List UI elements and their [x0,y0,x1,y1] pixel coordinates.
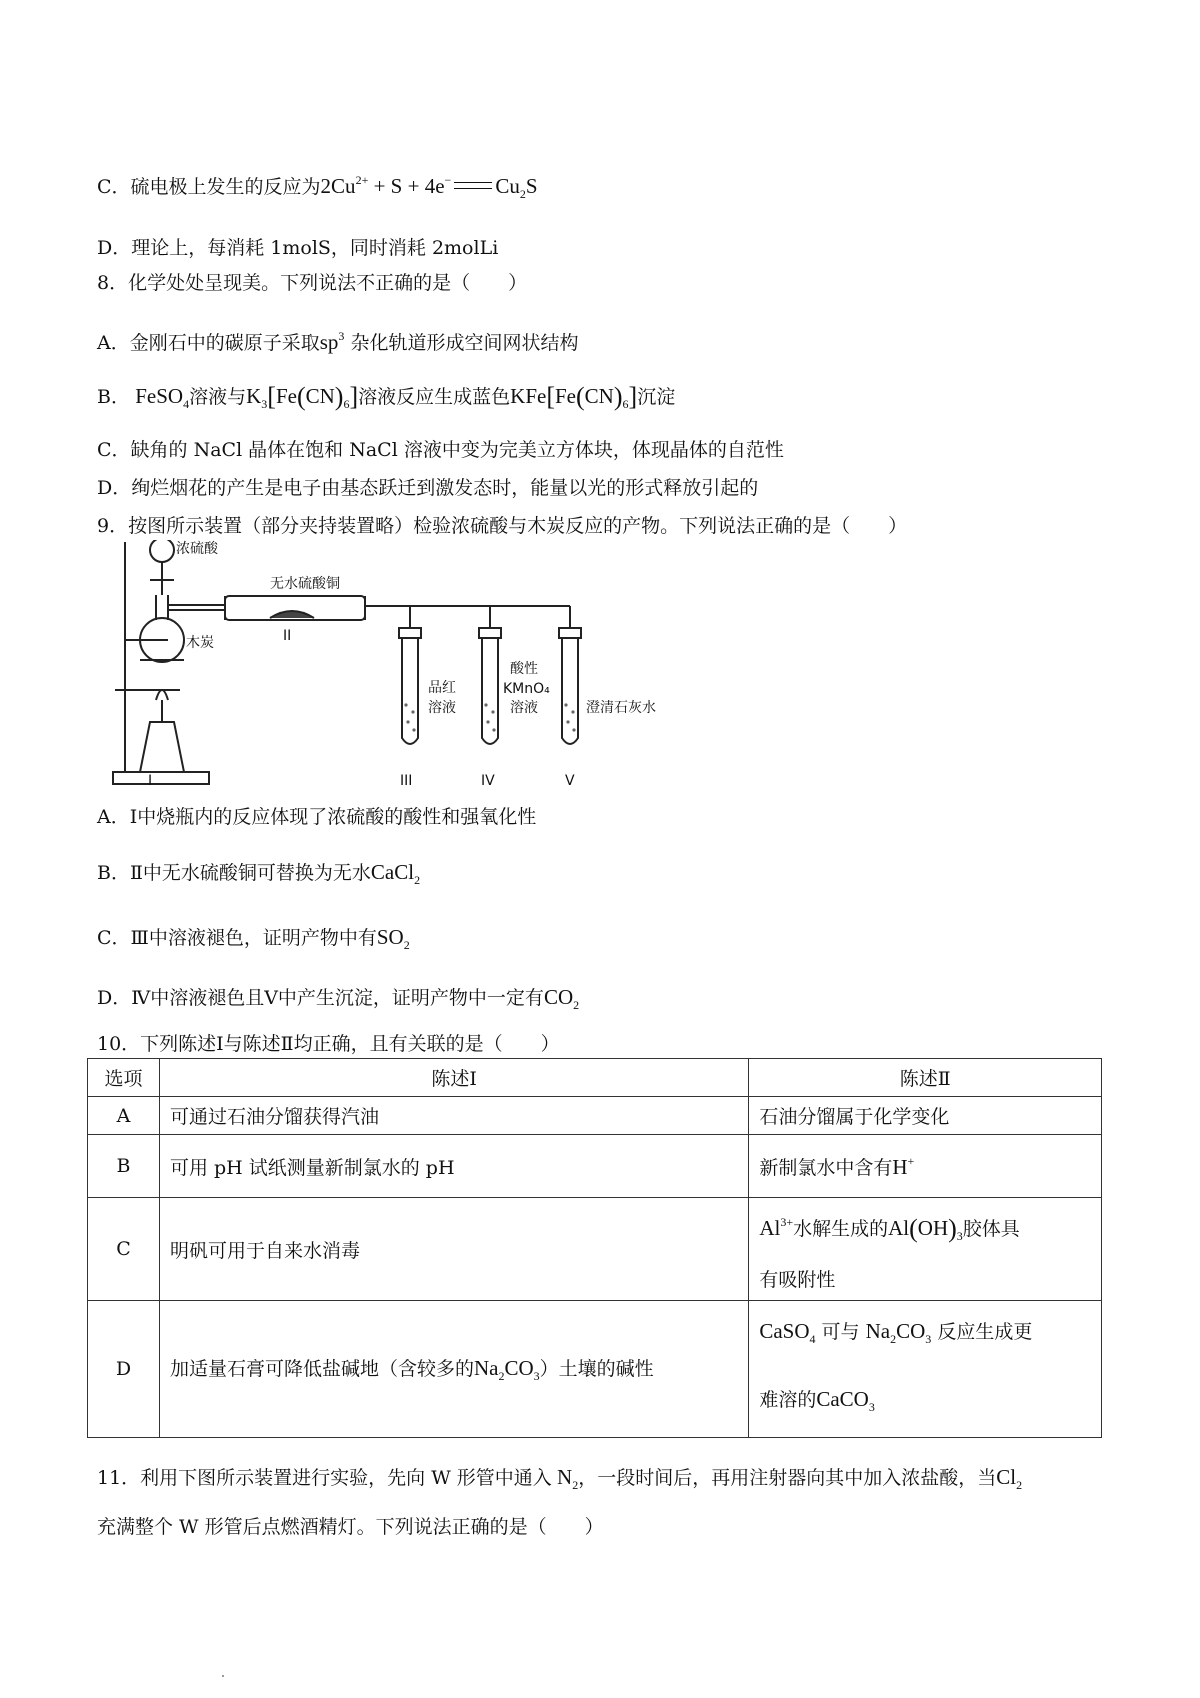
label-cuso4: 无水硫酸铜 [270,576,340,592]
q9-option-a: A．Ⅰ中烧瓶内的反应体现了浓硫酸的酸性和强氧化性 [97,806,537,828]
q9-stem: 9．按图所示装置（部分夹持装置略）检验浓硫酸与木炭反应的产物。下列说法正确的是（ ） [97,515,908,537]
q7-option-c-text: C．硫电极上发生的反应为 [97,176,321,198]
q7-option-c-equation: $2Cu^{2+} + S + 4e^-$ $Cu_2S$ [320,173,538,201]
label-acid: 浓硫酸 [176,541,218,557]
q8-option-d: D．绚烂烟花的产生是电子由基态跃迁到激发态时，能量以光的形式释放引起的 [97,477,759,499]
q9-option-b: B．Ⅱ中无水硫酸铜可替换为无水CaCl$_2$ [97,860,421,887]
q8-option-c: C．缺角的 NaCl 晶体在饱和 NaCl 溶液中变为完美立方体块，体现晶体的自范性 [97,439,784,461]
q10-stem: 10．下列陈述Ⅰ与陈述Ⅱ均正确，且有关联的是（ ） [97,1033,560,1055]
page-speck [222,1675,224,1677]
label-II: II [283,628,292,644]
label-I: I [148,773,153,789]
q8-option-a: A．金刚石中的碳原子采取$sp^3$ 杂化轨道形成空间网状结构 [97,329,579,354]
q11-line-1: 11．利用下图所示装置进行实验，先向 W 形管中通入 $N_2$，一段时间后，再用注射器向其中加入浓盐酸，当$Cl_2$ [97,1465,1023,1492]
q9-option-d: D．Ⅳ中溶液褪色且Ⅴ中产生沉淀，证明产物中一定有$CO_2$ [97,985,580,1012]
label-kmno4-2: KMnO₄ [503,681,550,697]
table-row: D 加适量石膏可降低盐碱地（含较多的$Na_2CO_3$）土壤的碱性 CaSO$_4$ 可与 $Na_2CO_3$ 反应生成更 难溶的CaCO$_3$ [88,1301,1102,1438]
label-limewater: 澄清石灰水 [586,700,656,716]
q10-table [87,1058,1102,1438]
table-row: B 可用 pH 试纸测量新制氯水的 pH 新制氯水中含有H+ [88,1135,1102,1198]
label-pinhong-2: 溶液 [428,700,456,716]
label-pinhong-1: 品红 [428,680,456,696]
label-kmno4-1: 酸性 [510,661,538,677]
label-III: III [400,773,413,789]
table-row: A 可通过石油分馏获得汽油 石油分馏属于化学变化 [88,1097,1102,1135]
table-row: C 明矾可用于自来水消毒 $Al^{3+}$水解生成的$Al(OH)_3$胶体具 有吸附性 [88,1198,1102,1301]
q9-option-c: C．Ⅲ中溶液褪色，证明产物中有$SO_2$ [97,925,410,952]
q7-option-d: D．理论上，每消耗 1molS，同时消耗 2molLi [97,237,499,259]
q8-stem: 8．化学处处呈现美。下列说法不正确的是（ ） [97,272,528,294]
label-V: V [565,773,575,789]
q11-line-2: 充满整个 W 形管后点燃酒精灯。下列说法正确的是（ ） [97,1516,604,1538]
label-IV: IV [481,773,495,789]
header-option: 选项 [88,1059,160,1097]
label-kmno4-3: 溶液 [510,700,538,716]
table-header-row [88,1059,1102,1097]
header-statement-2: 陈述Ⅱ [749,1059,1102,1097]
q8-option-b: B． FeSO$_4$溶液与$K_3[Fe(CN)_6]$溶液反应生成蓝色$KFe[Fe(CN)_6]$沉淀 [97,382,676,411]
q9-apparatus-figure [110,540,670,790]
header-statement-1: 陈述Ⅰ [159,1059,748,1097]
label-carbon: 木炭 [186,635,214,651]
q7-option-c [97,168,538,206]
